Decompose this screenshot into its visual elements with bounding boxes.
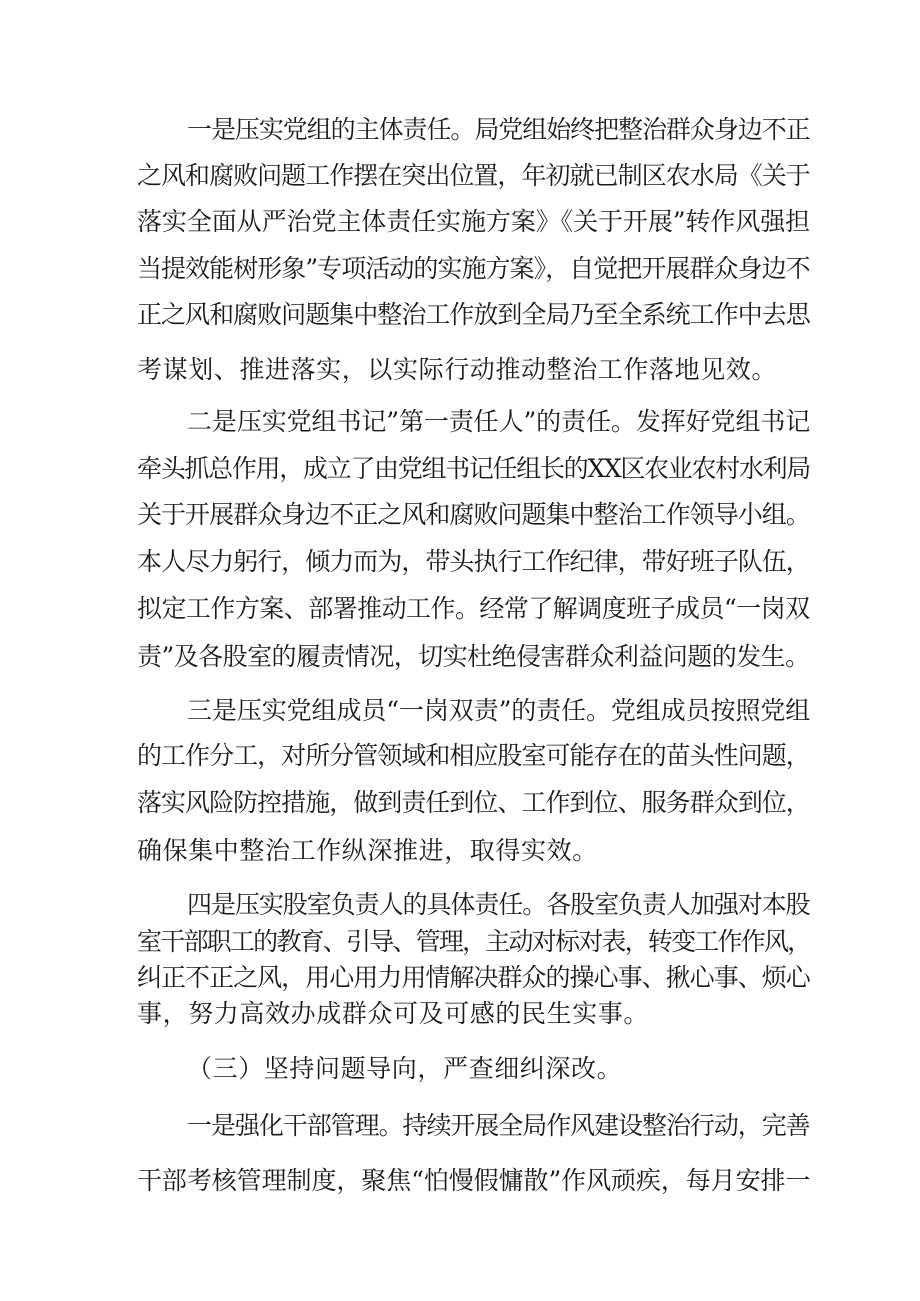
text-line: 落实全面从严治党主体责任实施方案》《关于开展”转作风强担 bbox=[137, 207, 811, 236]
text-line: 纠正不正之风，用心用力用情解决群众的操心事、揪心事、烦心 bbox=[137, 963, 810, 992]
text-line: 一是强化干部管理。持续开展全局作风建设整治行动，完善 bbox=[187, 1111, 810, 1140]
text-line: 关于开展群众身边不正之风和腐败问题集中整治工作领导小组。 bbox=[137, 500, 810, 529]
text-line: 责”及各股室的履责情况，切实杜绝侵害群众利益问题的发生。 bbox=[137, 642, 810, 671]
text-line: 牵头抓总作用，成立了由党组书记任组长的XX区农业农村水利局 bbox=[137, 454, 810, 483]
text-line: 的工作分工，对所分管领域和相应股室可能存在的苗头性问题， bbox=[137, 741, 810, 770]
text-line: 一是压实党组的主体责任。局党组始终把整治群众身边不正 bbox=[187, 115, 810, 144]
text-line: 考谋划、推进落实，以实际行动推动整治工作落地见效。 bbox=[137, 355, 778, 384]
text-line: 落实风险防控措施，做到责任到位、工作到位、服务群众到位， bbox=[137, 788, 810, 817]
text-line: 当提效能树形象”专项活动的实施方案》，自觉把开展群众身边不 bbox=[137, 254, 810, 283]
text-line: 三是压实党组成员“一岗双责”的责任。党组成员按照党组 bbox=[187, 696, 811, 725]
text-line: 事，努力高效办成群众可及可感的民生实事。 bbox=[137, 999, 650, 1028]
text-line: 确保集中整治工作纵深推进，取得实效。 bbox=[137, 836, 598, 865]
text-line: 二是压实党组书记”第一责任人”的责任。发挥好党组书记 bbox=[187, 407, 811, 436]
text-line: 之风和腐败问题工作摆在突出位置，年初就已制区农水局《关于 bbox=[137, 161, 810, 190]
text-line: 室干部职工的教育、引导、管理，主动对标对表，转变工作作风， bbox=[137, 927, 811, 956]
text-line: 干部考核管理制度，聚焦“怕慢假慵散”作风顽疾，每月安排一 bbox=[137, 1166, 811, 1195]
text-line: 正之风和腐败问题集中整治工作放到全局乃至全系统工作中去思 bbox=[137, 300, 810, 329]
text-line: 四是压实股室负责人的具体责任。各股室负责人加强对本股 bbox=[187, 890, 810, 919]
section-heading: （三）坚持问题导向，严查细纠深改。 bbox=[187, 1054, 623, 1083]
text-line: 拟定工作方案、部署推动工作。经常了解调度班子成员“一岗双 bbox=[137, 594, 810, 623]
text-line: 本人尽力躬行，倾力而为，带头执行工作纪律，带好班子队伍， bbox=[137, 547, 810, 576]
